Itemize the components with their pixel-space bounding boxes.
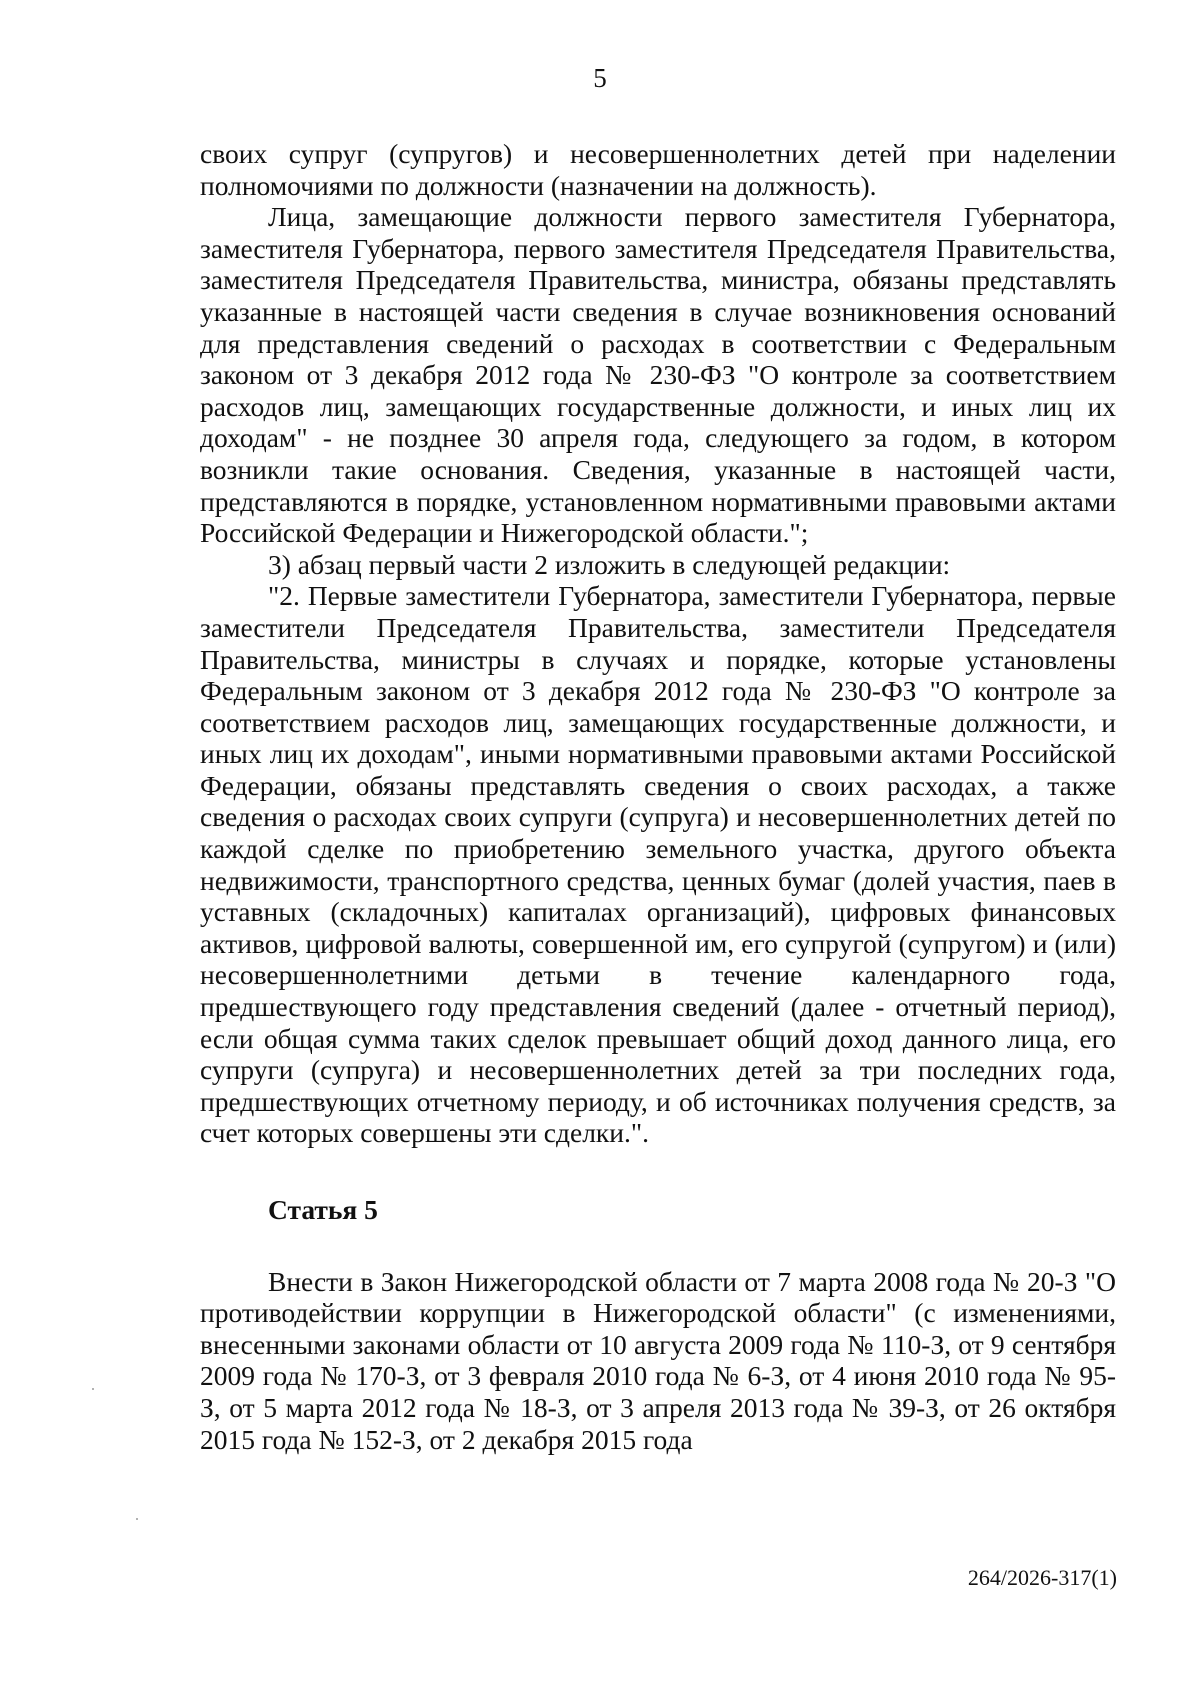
paragraph-part-2-text: "2. Первые заместители Губернатора, заместители Губернатора, первые заместители Председателя Правительства, заместители Председателя Правительства, министры в случаях и порядке, которые установлены Федеральным законом от 3 декабря 2012 года № 230-ФЗ "О контроле за соответствием расходов лиц, замещающих государственные должности, и иных лиц их доходам", иными нормативными правовыми актами Российской Федерации, обязаны представлять сведения о своих расходах, а также сведения о расходах своих супруги (супруга) и несовершеннолетних детей по каждой сделке по приобретению земельного участка, другого объекта недвижимости, транспортного средства, ценных бумаг (долей участия, паев в уставных (складочных) капиталах организаций), цифровых финансовых активов, цифровой валюты, совершенной им, его супругой (супругом) и (или) несовершеннолетними детьми в течение календарного года, предшествующего году представления сведений (далее - отчетный период), если общая сумма таких сделок превышает общий доход данного лица, его супруги (супруга) и несовершеннолетних детей за три последних года, предшествующих отчетному периоду, и об источниках получения средств, за счет которых совершены эти сделки.". <box>200 580 1116 1149</box>
paragraph-continuation: своих супруг (супругов) и несовершеннолетних детей при наделении полномочиями по должности (назначении на должность). <box>200 138 1116 201</box>
scan-speck <box>92 1388 94 1390</box>
page-number: 5 <box>593 63 607 93</box>
document-code: 264/2026-317(1) <box>967 1565 1117 1590</box>
article-heading: Статья 5 <box>268 1194 378 1225</box>
paragraph-amendment-item-3: 3) абзац первый части 2 изложить в следующей редакции: <box>268 548 951 580</box>
paragraph-article-5: Внести в Закон Нижегородской области от 7 марта 2008 года № 20-З "О противодействии коррупции в Нижегородской области" (с изменениями, внесенными законами области от 10 августа 2009 года № 110-З, от 9 сентября 2009 года № 170-З, от 3 февраля 2010 года № 6-З, от 4 июня 2010 года № 95-З, от 5 марта 2012 года № 18-З, от 3 апреля 2013 года № 39-З, от 26 октября 2015 года № 152-З, от 2 декабря 2015 года <box>200 1265 1116 1455</box>
paragraph-persons-obligation: Лица, замещающие должности первого заместителя Губернатора, заместителя Губернатора, первого заместителя Председателя Правительства, заместителя Председателя Правительства, министра, обязаны представлять указанные в настоящей части сведения в случае возникновения оснований для представления сведений о расходах в соответствии с Федеральным законом от 3 декабря 2012 года № 230-ФЗ "О контроле за соответствием расходов лиц, замещающих государственные должности, и иных лиц их доходам" - не позднее 30 апреля года, следующего за годом, в котором возникли такие основания. Сведения, указанные в настоящей части, представляются в порядке, установленном нормативными правовыми актами Российской Федерации и Нижегородской области."; <box>200 201 1116 549</box>
document-body <box>200 138 1116 1455</box>
scan-speck <box>136 1518 138 1520</box>
